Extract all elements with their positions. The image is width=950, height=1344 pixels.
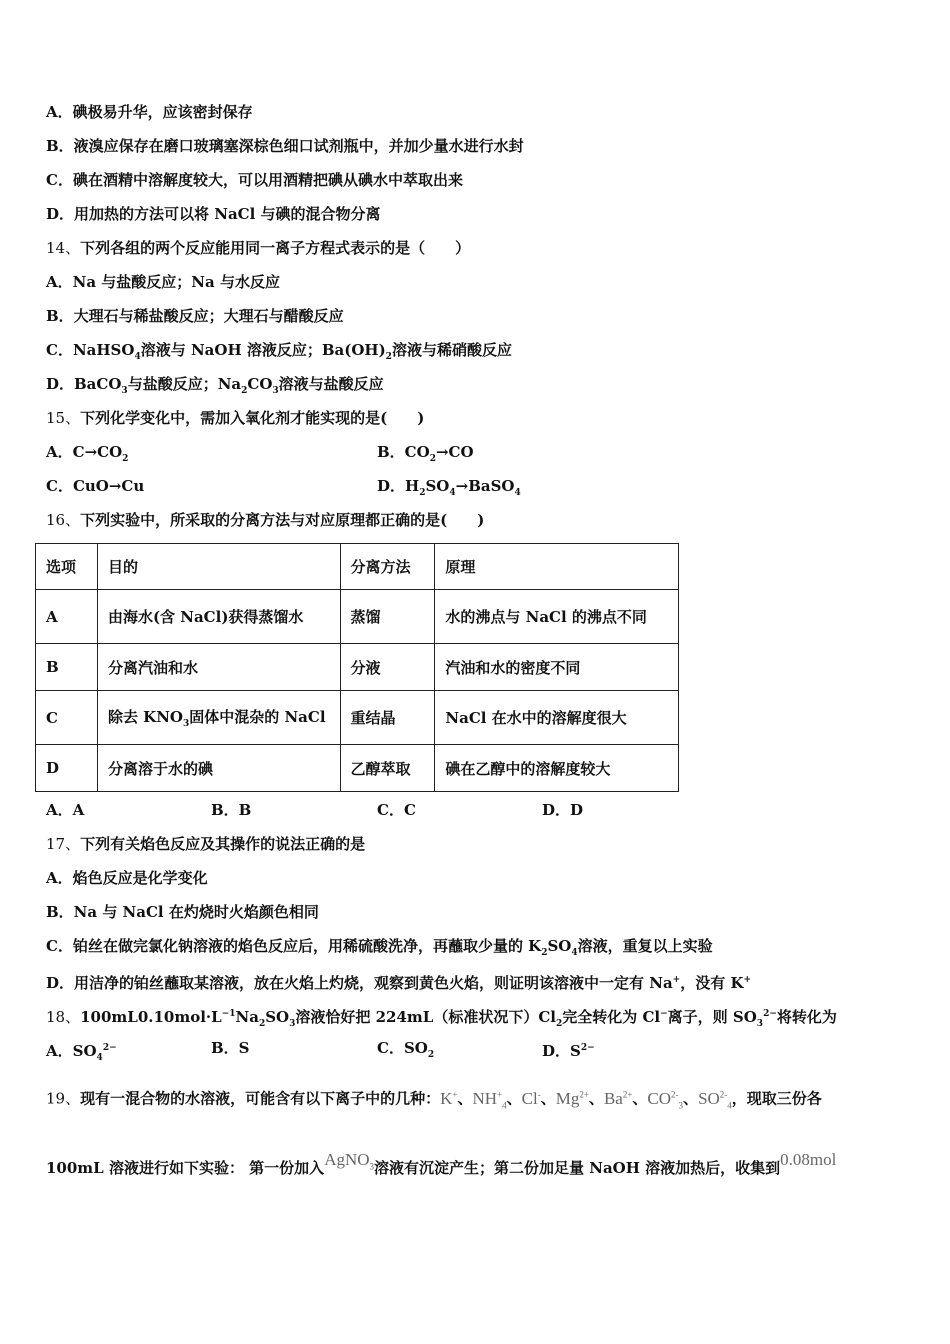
q17-d-sup2: + [743, 975, 752, 985]
q19-stem-text: 现有一混合物的水溶液，可能含有以下离子中的几种： [80, 1089, 441, 1108]
agno3-sub: 3 [369, 1161, 375, 1172]
q18-a-sub: 4 [96, 1053, 103, 1063]
q18-t5: 完全转化为 Cl [562, 1008, 661, 1026]
ion-ba-symbol: Ba [603, 1088, 623, 1108]
q15-a-text: A．C→CO [46, 443, 123, 461]
ion-so4-charge: 2- [719, 1089, 728, 1099]
q14-stem-text: 下列各组的两个反应能用同一离子方程式表示的是（ ） [80, 239, 471, 257]
ion-mg-symbol: Mg [555, 1088, 580, 1108]
q17-d-text2: ，没有 K [680, 974, 744, 992]
q14-d-sub2: 2 [241, 386, 248, 396]
q18-t6-sup: 2− [763, 1009, 777, 1019]
row-a-method: 蒸馏 [340, 590, 435, 644]
q18-t6-sub: 3 [756, 1019, 764, 1029]
mol-amount: 0.08mol [780, 1150, 837, 1169]
row-a-option: A [36, 590, 98, 644]
q17-number: 17、 [46, 835, 81, 853]
ion-cl-symbol: Cl [521, 1088, 538, 1108]
q14-d-sub3: 3 [272, 386, 279, 396]
row-b-principle: 汽油和水的密度不同 [435, 644, 679, 691]
ion-nh4 [472, 1088, 507, 1111]
q18-t2-sub: 2 [258, 1019, 266, 1029]
q17-option-d [46, 970, 751, 993]
q15-d-text3: →BaSO [455, 477, 515, 495]
q18-a-text: A．SO [46, 1042, 97, 1060]
q16-option-a: A．A [46, 801, 85, 819]
q15-option-d [377, 476, 521, 503]
q14-c-sub2: 2 [385, 352, 392, 362]
row-d-principle: 碘在乙醇中的溶解度较大 [435, 745, 679, 792]
row-c-purpose-sub: 3 [182, 719, 190, 729]
q18-c-sub: 2 [427, 1050, 435, 1060]
q17-stem [46, 834, 365, 854]
q17-c-text3: 溶液，重复以上实验 [577, 937, 713, 955]
row-d-option: D [36, 745, 98, 792]
q17-c-text2: SO [547, 937, 572, 955]
header-principle: 原理 [435, 544, 679, 590]
ion-nh4-sub: 4 [502, 1100, 507, 1111]
q14-d-part2: 与盐酸反应；Na [127, 375, 242, 393]
q14-stem [46, 238, 470, 258]
q17-c-text1: C．铂丝在做完氯化钠溶液的焰色反应后，用稀硫酸洗净，再蘸取少量的 K [46, 937, 542, 955]
ion-ba-charge: 2+ [622, 1089, 633, 1099]
ion-cl-charge: - [537, 1089, 541, 1099]
q15-option-a [46, 442, 128, 469]
q18-d-text: D．S [542, 1042, 581, 1060]
q15-option-b [377, 442, 474, 469]
q17-option-b: B．Na 与 NaCl 在灼烧时火焰颜色相同 [46, 903, 319, 921]
ion-k [440, 1089, 457, 1108]
q18-c-text: C．SO [377, 1039, 428, 1057]
q15-number: 15、 [46, 409, 81, 427]
q16-option-d: D．D [542, 801, 584, 819]
row-a-principle: 水的沸点与 NaCl 的沸点不同 [435, 590, 679, 644]
header-method: 分离方法 [340, 544, 435, 590]
row-c-purpose [97, 691, 340, 745]
ion-nh4-charge: + [497, 1089, 503, 1099]
q15-option-c: C．CuO→Cu [46, 477, 145, 495]
q13-option-d: D．用加热的方法可以将 NaCl 与碘的混合物分离 [46, 205, 381, 223]
q15-d-sub2: 4 [449, 488, 456, 498]
q15-b-sub: 2 [429, 454, 436, 464]
ion-nh4-symbol: NH [472, 1088, 498, 1108]
q15-d-sub3: 4 [514, 488, 521, 498]
row-c-purpose-text1: 除去 KNO [107, 708, 183, 726]
ion-separator: 、 [506, 1089, 522, 1108]
q17-c-sub1: 2 [541, 948, 548, 958]
ion-co3-sub: 3 [678, 1100, 684, 1111]
q17-c-sub2: 4 [571, 948, 578, 958]
q16-stem [46, 510, 484, 530]
row-d-purpose: 分离溶于水的碘 [97, 745, 340, 792]
q18-t7: 将转化为 [776, 1008, 837, 1026]
q13-option-b: B．液溴应保存在磨口玻璃塞深棕色细口试剂瓶中，并加少量水进行水封 [46, 137, 524, 155]
q14-c-sub1: 4 [134, 352, 141, 362]
q15-d-sub1: 2 [419, 488, 426, 498]
q18-d-sup: 2− [580, 1043, 595, 1053]
q17-option-c [46, 936, 713, 963]
q16-option-b: B．B [211, 801, 252, 819]
ion-k-charge: + [452, 1089, 458, 1099]
ion-so4-symbol: SO [698, 1088, 720, 1108]
q14-c-part2: 溶液与 NaOH 溶液反应；Ba(OH) [140, 341, 386, 359]
q15-stem-text: 下列化学变化中，需加入氧化剂才能实现的是( ) [80, 409, 425, 427]
table-row [36, 691, 679, 745]
q19-line2 [46, 1150, 837, 1184]
q15-stem [46, 408, 424, 428]
q18-t3-sub: 3 [289, 1019, 296, 1029]
q18-option-d [542, 1038, 595, 1061]
q18-t1: 100mL0.10mol·L [80, 1008, 222, 1026]
q18-t4-sub: 2 [555, 1019, 563, 1029]
q13-option-c: C．碘在酒精中溶解度较大，可以用酒精把碘从碘水中萃取出来 [46, 171, 463, 189]
table-row [36, 745, 679, 792]
q18-t6: 离子，则 SO [667, 1008, 757, 1026]
q18-t3: SO [265, 1008, 290, 1026]
agno3-formula [324, 1150, 375, 1172]
q14-number: 14、 [46, 239, 81, 257]
q16-number: 16、 [46, 511, 81, 529]
row-c-purpose-text2: 固体中混杂的 NaCl [189, 708, 326, 726]
ion-separator: 、 [632, 1089, 648, 1108]
q18-t1-sup: −1 [221, 1009, 236, 1019]
ion-separator: 、 [588, 1089, 604, 1108]
row-c-principle: NaCl 在水中的溶解度很大 [435, 691, 679, 745]
q18-option-b: B．S [211, 1039, 250, 1057]
header-option: 选项 [36, 544, 98, 590]
separation-methods-table [35, 543, 679, 792]
ion-co3 [647, 1088, 684, 1111]
row-b-purpose: 分离汽油和水 [97, 644, 340, 691]
row-b-method: 分液 [340, 644, 435, 691]
q14-c-part1: C．NaHSO [46, 341, 135, 359]
row-d-method: 乙醇萃取 [340, 745, 435, 792]
ion-ba [604, 1089, 632, 1108]
q17-option-a: A．焰色反应是化学变化 [46, 869, 208, 887]
q19-stem [46, 1084, 822, 1115]
q15-b-text: B．CO [377, 443, 430, 461]
q18-a-sup: 2− [102, 1043, 117, 1053]
ion-mg [556, 1089, 589, 1108]
row-c-method: 重结晶 [340, 691, 435, 745]
agno3-symbol: AgNO [324, 1150, 370, 1169]
row-c-option: C [36, 691, 98, 745]
ion-cl [522, 1089, 541, 1108]
q15-b-text2: →CO [435, 443, 474, 461]
q19-line2-part1: 100mL 溶液进行如下实验： 第一份加入 [46, 1159, 325, 1177]
ion-separator: 、 [683, 1089, 699, 1108]
q14-option-b: B．大理石与稀盐酸反应；大理石与醋酸反应 [46, 307, 344, 325]
q18-option-c [377, 1038, 434, 1065]
q18-t5-sup: − [660, 1009, 668, 1019]
q14-d-sub1: 3 [121, 386, 128, 396]
ion-so4 [698, 1088, 732, 1111]
ion-co3-charge: 2- [671, 1089, 679, 1099]
q15-d-text1: D．H [377, 477, 420, 495]
q14-c-part3: 溶液与稀硝酸反应 [391, 341, 512, 359]
row-b-option: B [36, 644, 98, 691]
q14-option-c [46, 340, 512, 367]
table-header-row [36, 544, 679, 590]
q14-d-part4: 溶液与盐酸反应 [278, 375, 384, 393]
q19-number: 19、 [46, 1089, 81, 1108]
ion-k-symbol: K [440, 1088, 453, 1108]
table-row [36, 590, 679, 644]
q14-d-part3: CO [247, 375, 273, 393]
q17-stem-text: 下列有关焰色反应及其操作的说法正确的是 [80, 835, 366, 853]
q17-d-sup1: + [672, 975, 681, 985]
ion-separator: 、 [457, 1089, 473, 1108]
q18-t2: Na [235, 1008, 259, 1026]
ion-separator: 、 [540, 1089, 556, 1108]
header-purpose: 目的 [97, 544, 340, 590]
q18-stem [46, 1004, 837, 1034]
q18-t4: 溶液恰好把 224mL（标准状况下）Cl [295, 1008, 556, 1026]
q15-d-text2: SO [425, 477, 450, 495]
q16-option-c: C．C [377, 801, 416, 819]
q16-stem-text: 下列实验中，所采取的分离方法与对应原理都正确的是( ) [80, 511, 485, 529]
q18-option-a [46, 1038, 117, 1068]
q19-stem-end: ，现取三份各 [731, 1089, 822, 1108]
q19-line2-part2: 溶液有沉淀产生；第二份加足量 NaOH 溶液加热后，收集到 [374, 1159, 781, 1177]
table-row [36, 644, 679, 691]
ion-co3-symbol: CO [647, 1088, 672, 1108]
q14-option-a: A．Na 与盐酸反应；Na 与水反应 [46, 273, 280, 291]
q14-option-d [46, 374, 384, 401]
ion-mg-charge: 2+ [579, 1089, 589, 1099]
q18-number: 18、 [46, 1008, 81, 1026]
row-a-purpose: 由海水(含 NaCl)获得蒸馏水 [97, 590, 340, 644]
q13-option-a: A．碘极易升华，应该密封保存 [46, 103, 253, 121]
q17-d-text1: D．用洁净的铂丝蘸取某溶液，放在火焰上灼烧，观察到黄色火焰，则证明该溶液中一定有 Na [46, 974, 673, 992]
q15-a-sub: 2 [122, 454, 129, 464]
q14-d-part1: D．BaCO [46, 375, 122, 393]
ion-so4-sub: 4 [727, 1100, 732, 1111]
